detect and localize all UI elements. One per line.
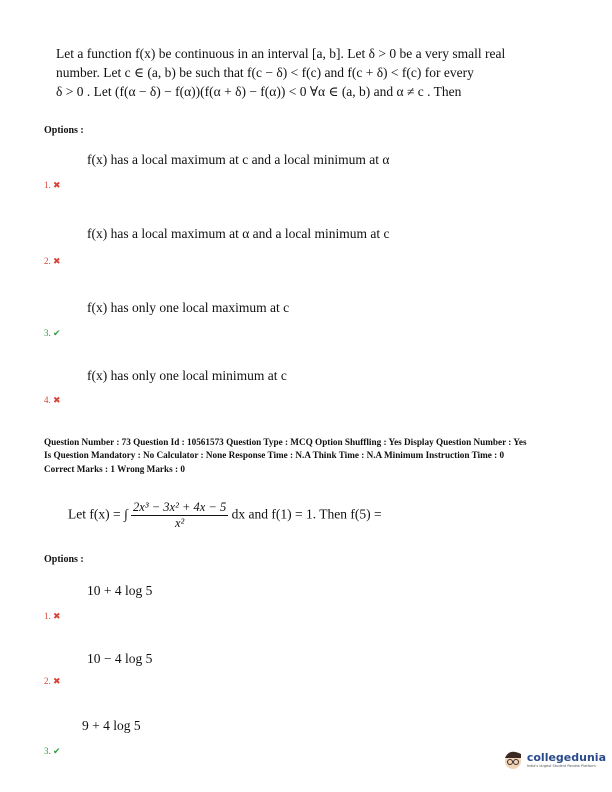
option-text: f(x) has only one local minimum at c bbox=[87, 368, 287, 383]
option-number bbox=[44, 256, 61, 267]
cross-icon: ✖ bbox=[53, 611, 61, 621]
option-num: 3. bbox=[44, 328, 51, 338]
q-line: Let a function f(x) be continuous in an interval [a, b]. Let δ > 0 be a very small real bbox=[56, 46, 506, 61]
option-num: 4. bbox=[44, 395, 51, 405]
option-number bbox=[44, 328, 61, 339]
collegedunia-logo bbox=[503, 748, 606, 770]
option-num: 2. bbox=[44, 256, 51, 266]
option-text: f(x) has a local maximum at α and a local minimum at c bbox=[87, 226, 390, 241]
denominator: x² bbox=[175, 516, 185, 530]
check-icon: ✔ bbox=[53, 746, 61, 756]
option-text: 10 − 4 log 5 bbox=[87, 651, 153, 666]
mascot-icon bbox=[503, 748, 523, 770]
options-label: Options : bbox=[44, 125, 84, 136]
question-72-text bbox=[56, 44, 556, 101]
numerator: 2x³ − 3x² + 4x − 5 bbox=[133, 500, 227, 514]
meta-line: Correct Marks : 1 Wrong Marks : 0 bbox=[44, 464, 185, 474]
option-number bbox=[44, 180, 61, 191]
option-num: 1. bbox=[44, 611, 51, 621]
question-73-text bbox=[68, 500, 382, 531]
q-line: δ > 0 . Let (f(α − δ) − f(α))(f(α + δ) − f(α)) < 0 ∀α ∈ (a, b) and α ≠ c . Then bbox=[56, 84, 462, 99]
logo-tagline: India's largest Student Review Platform bbox=[526, 763, 596, 768]
fraction bbox=[131, 500, 228, 531]
options-label: Options : bbox=[44, 554, 84, 565]
q-pre: Let f(x) = ∫ bbox=[68, 506, 128, 522]
q-line: number. Let c ∈ (a, b) be such that f(c − δ) < f(c) and f(c + δ) < f(c) for every bbox=[56, 65, 474, 80]
question-73-meta bbox=[44, 436, 584, 476]
option-text: 10 + 4 log 5 bbox=[87, 583, 153, 598]
option-number bbox=[44, 746, 61, 757]
option-num: 3. bbox=[44, 746, 51, 756]
option-number bbox=[44, 676, 61, 687]
check-icon: ✔ bbox=[53, 328, 61, 338]
option-text: f(x) has only one local maximum at c bbox=[87, 300, 290, 315]
option-text: f(x) has a local maximum at c and a local minimum at α bbox=[87, 152, 390, 167]
option-number bbox=[44, 395, 61, 406]
option-text: 9 + 4 log 5 bbox=[82, 718, 141, 733]
logo-name: collegedunia bbox=[526, 750, 606, 764]
option-number bbox=[44, 611, 61, 622]
q-post: dx and f(1) = 1. Then f(5) = bbox=[231, 506, 382, 522]
option-num: 1. bbox=[44, 180, 51, 190]
cross-icon: ✖ bbox=[53, 676, 61, 686]
cross-icon: ✖ bbox=[53, 256, 61, 266]
cross-icon: ✖ bbox=[53, 395, 61, 405]
option-num: 2. bbox=[44, 676, 51, 686]
meta-line: Question Number : 73 Question Id : 10561573 Question Type : MCQ Option Shuffling : Yes Display Question Number : Yes bbox=[44, 437, 527, 447]
meta-line: Is Question Mandatory : No Calculator : None Response Time : N.A Think Time : N.A Minimum Instruction Time : 0 bbox=[44, 449, 505, 460]
cross-icon: ✖ bbox=[53, 180, 61, 190]
